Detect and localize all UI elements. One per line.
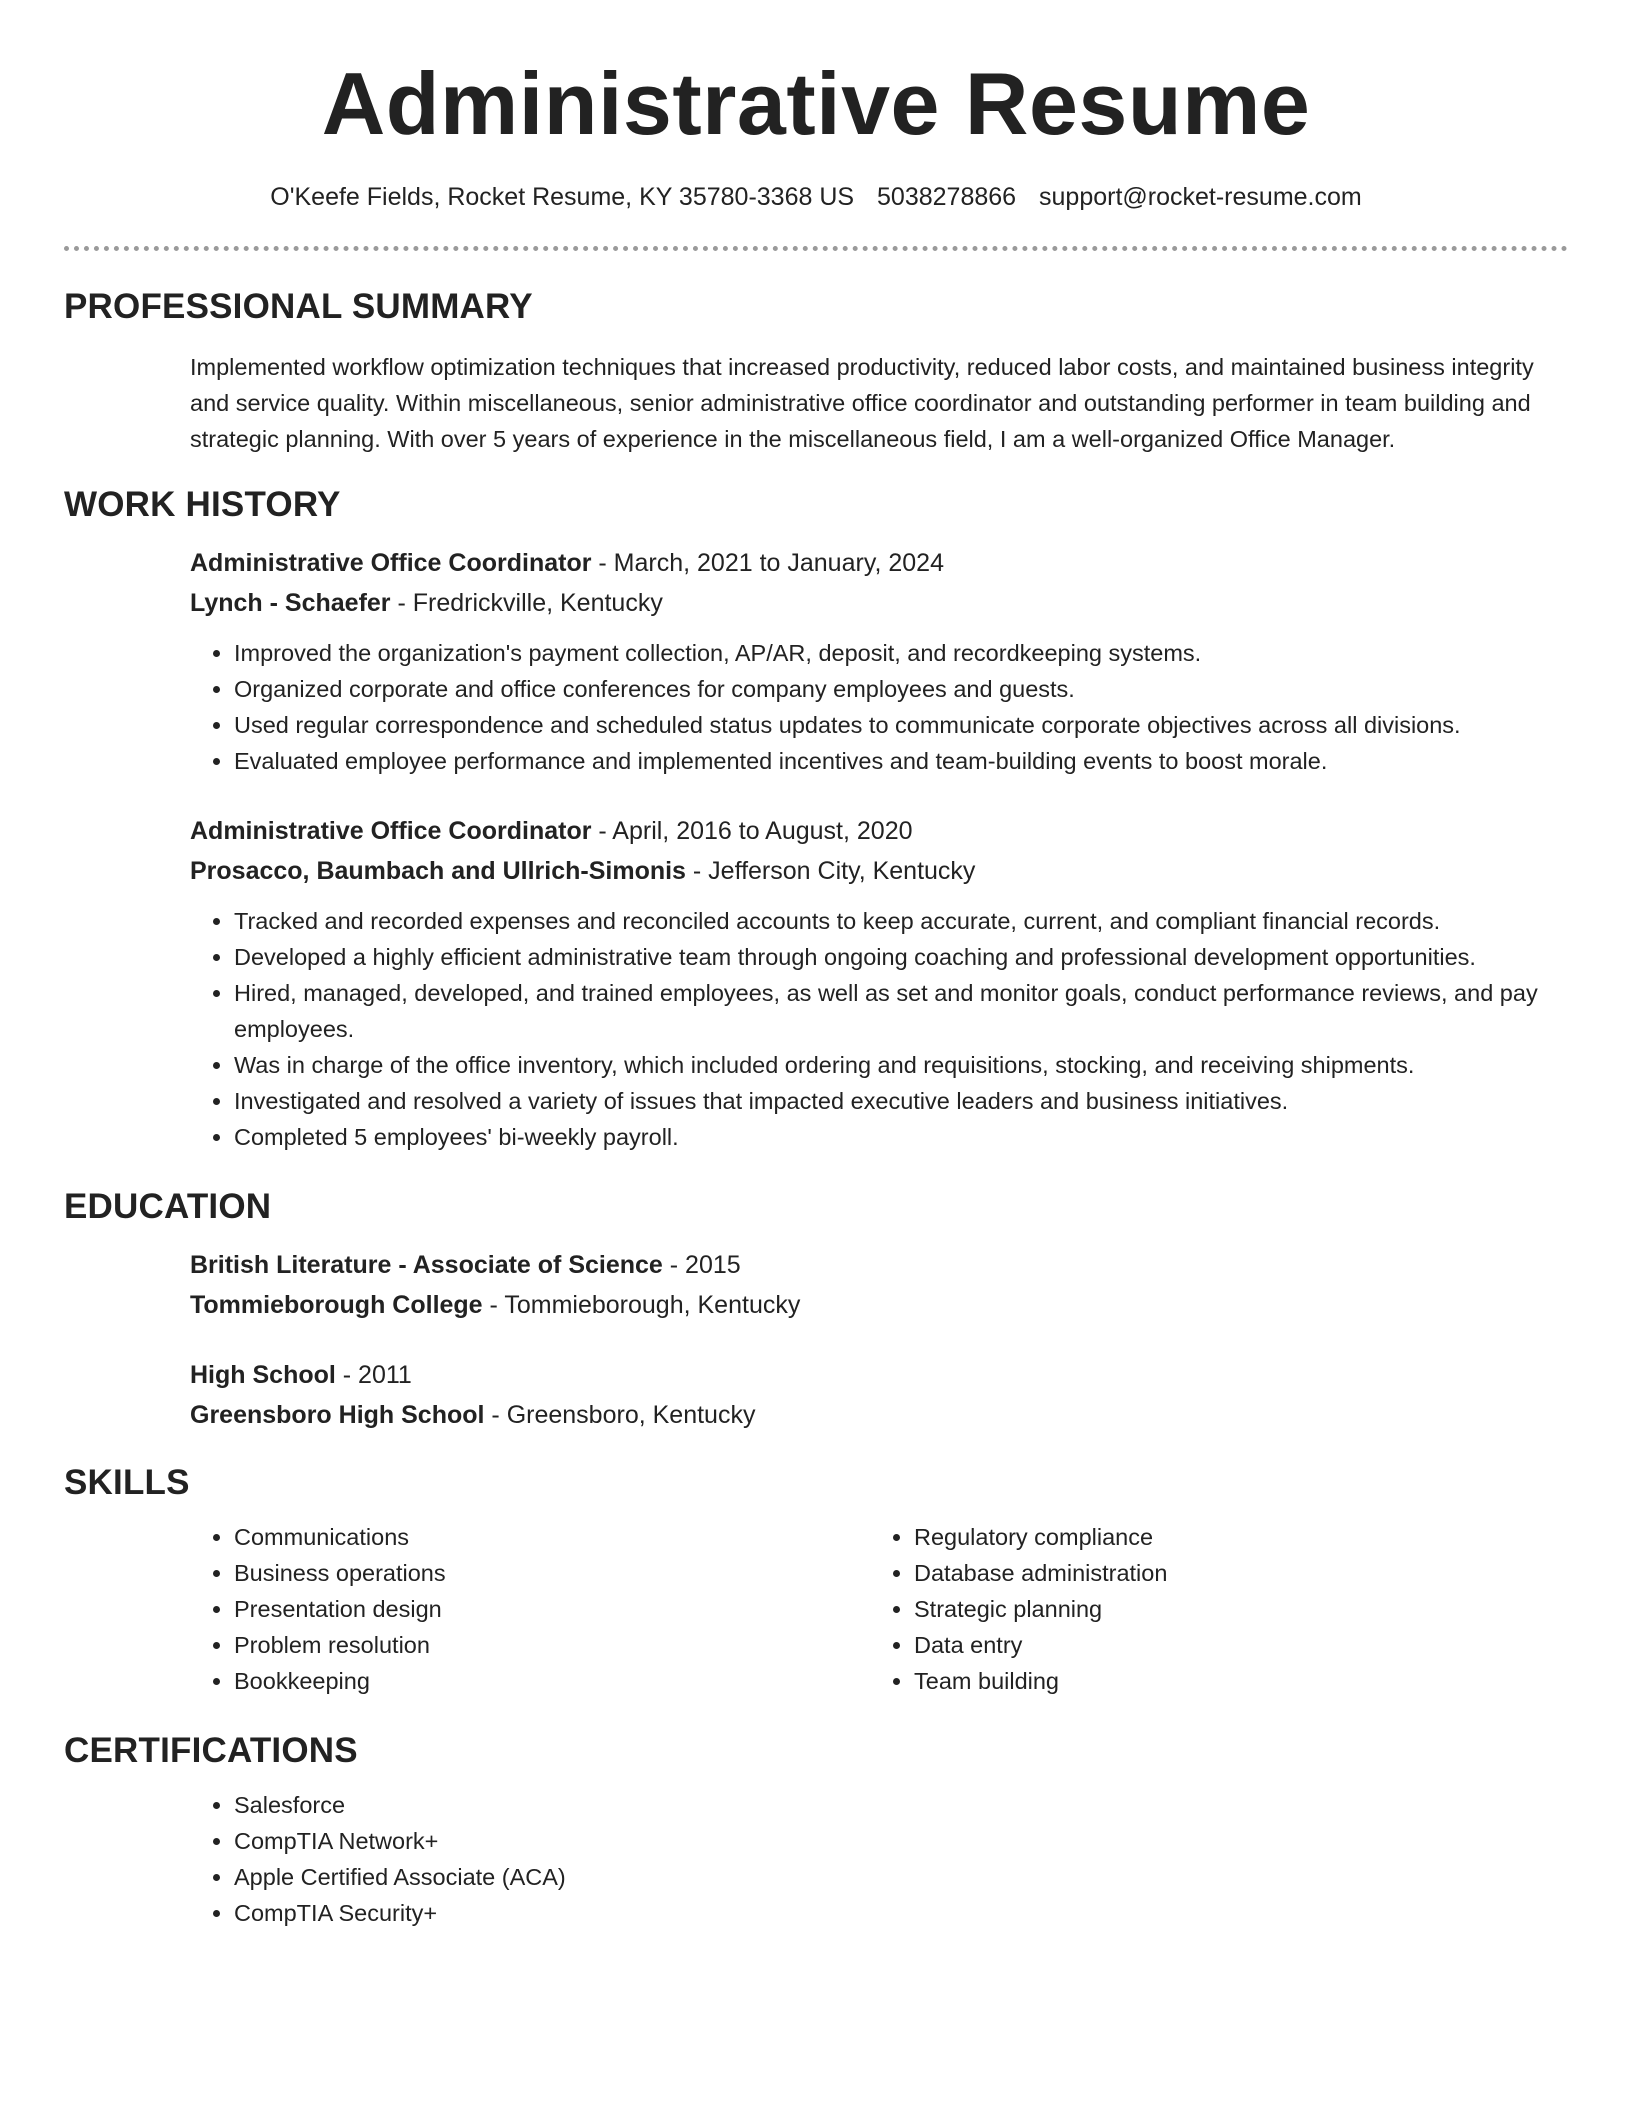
job-entry xyxy=(190,811,1568,1155)
edu-location: - Greensboro, Kentucky xyxy=(484,1401,756,1429)
skills-body xyxy=(190,1519,1568,1699)
list-item: • Presentation design xyxy=(234,1591,870,1627)
edu-school: Tommieborough College xyxy=(190,1291,483,1319)
section-title-education: EDUCATION xyxy=(64,1187,272,1226)
certifications-body xyxy=(190,1787,1568,1931)
list-item: • Completed 5 employees' bi-weekly payroll. xyxy=(234,1119,1568,1155)
list-item: • Tracked and recorded expenses and reconciled accounts to keep accurate, current, and compliant financial records. xyxy=(234,903,1568,939)
job-company-line xyxy=(190,851,1568,891)
job-role: Administrative Office Coordinator xyxy=(190,549,592,577)
edu-year: - 2015 xyxy=(662,1251,741,1279)
list-item: • Was in charge of the office inventory, which included ordering and requisitions, stocking, and receiving shipments. xyxy=(234,1047,1568,1083)
edu-school-line xyxy=(190,1395,1568,1435)
edu-school-line xyxy=(190,1285,1568,1325)
header-divider xyxy=(64,246,1568,251)
edu-degree-line xyxy=(190,1245,1568,1285)
list-item: • CompTIA Security+ xyxy=(234,1895,1568,1931)
list-item: • Bookkeeping xyxy=(234,1663,870,1699)
skills-section xyxy=(64,1461,1568,1699)
list-item: • Communications xyxy=(234,1519,870,1555)
job-dates: - March, 2021 to January, 2024 xyxy=(591,549,944,577)
list-item: • Organized corporate and office conferences for company employees and guests. xyxy=(234,671,1568,707)
list-item: • Regulatory compliance xyxy=(914,1519,1550,1555)
certifications-section xyxy=(64,1729,1568,1931)
edu-location: - Tommieborough, Kentucky xyxy=(482,1291,801,1319)
contact-line xyxy=(64,180,1568,214)
job-entry xyxy=(190,543,1568,779)
list-item: • Problem resolution xyxy=(234,1627,870,1663)
list-item: • Business operations xyxy=(234,1555,870,1591)
edu-degree-line xyxy=(190,1355,1568,1395)
job-role: Administrative Office Coordinator xyxy=(190,817,592,845)
contact-address: O'Keefe Fields, Rocket Resume, KY 35780-3368 US xyxy=(270,183,855,211)
summary-text: Implemented workflow optimization techniques that increased productivity, reduced labor costs, and maintained business integrity and service quality. Within miscellaneous, senior administrative office coordinator and outstanding performer in team building and strategic planning. With over 5 years of experience in the miscellaneous field, I am a well-organized Office Manager. xyxy=(190,354,1534,452)
job-company: Prosacco, Baumbach and Ullrich-Simonis xyxy=(190,857,686,885)
job-company-line xyxy=(190,583,1568,623)
summary-section xyxy=(64,285,1568,457)
list-item: • Strategic planning xyxy=(914,1591,1550,1627)
list-item: • CompTIA Network+ xyxy=(234,1823,1568,1859)
job-location: - Jefferson City, Kentucky xyxy=(685,857,976,885)
list-item: • Improved the organization's payment collection, AP/AR, deposit, and recordkeeping systems. xyxy=(234,635,1568,671)
education-body xyxy=(190,1245,1568,1435)
contact-phone: 5038278866 xyxy=(877,183,1017,211)
list-item: • Team building xyxy=(914,1663,1550,1699)
job-bullets xyxy=(190,635,1568,779)
job-title-line xyxy=(190,811,1568,851)
edu-year: - 2011 xyxy=(335,1361,412,1389)
job-dates: - April, 2016 to August, 2020 xyxy=(591,817,913,845)
resume-header xyxy=(64,0,1568,251)
list-item: • Investigated and resolved a variety of issues that impacted executive leaders and business initiatives. xyxy=(234,1083,1568,1119)
list-item: • Hired, managed, developed, and trained employees, as well as set and monitor goals, conduct performance reviews, and pay employees. xyxy=(234,975,1568,1047)
summary-body xyxy=(190,349,1568,457)
list-item: • Apple Certified Associate (ACA) xyxy=(234,1859,1568,1895)
work-body xyxy=(190,543,1568,1155)
skills-list-left xyxy=(190,1519,870,1699)
list-item: • Salesforce xyxy=(234,1787,1568,1823)
edu-degree: High School xyxy=(190,1361,336,1389)
section-title-summary: PROFESSIONAL SUMMARY xyxy=(64,287,533,326)
skills-column-left xyxy=(190,1519,870,1699)
education-section xyxy=(64,1185,1568,1435)
work-section xyxy=(64,483,1568,1155)
section-title-work: WORK HISTORY xyxy=(64,485,341,524)
certifications-list xyxy=(190,1787,1568,1931)
job-title-line xyxy=(190,543,1568,583)
skills-list-right xyxy=(870,1519,1550,1699)
job-company: Lynch - Schaefer xyxy=(190,589,391,617)
job-bullets xyxy=(190,903,1568,1155)
skills-column-right xyxy=(870,1519,1550,1699)
list-item: • Used regular correspondence and scheduled status updates to communicate corporate objectives across all divisions. xyxy=(234,707,1568,743)
edu-school: Greensboro High School xyxy=(190,1401,485,1429)
job-location: - Fredrickville, Kentucky xyxy=(390,589,663,617)
list-item: • Data entry xyxy=(914,1627,1550,1663)
section-title-skills: SKILLS xyxy=(64,1463,190,1502)
list-item: • Evaluated employee performance and implemented incentives and team-building events to boost morale. xyxy=(234,743,1568,779)
list-item: • Database administration xyxy=(914,1555,1550,1591)
section-title-certifications: CERTIFICATIONS xyxy=(64,1731,358,1770)
contact-email: support@rocket-resume.com xyxy=(1039,183,1362,211)
edu-degree: British Literature - Associate of Science xyxy=(190,1251,663,1279)
education-entry xyxy=(190,1245,1568,1325)
education-entry xyxy=(190,1355,1568,1435)
resume-title: Administrative Resume xyxy=(321,54,1311,153)
list-item: • Developed a highly efficient administrative team through ongoing coaching and professional development opportunities. xyxy=(234,939,1568,975)
